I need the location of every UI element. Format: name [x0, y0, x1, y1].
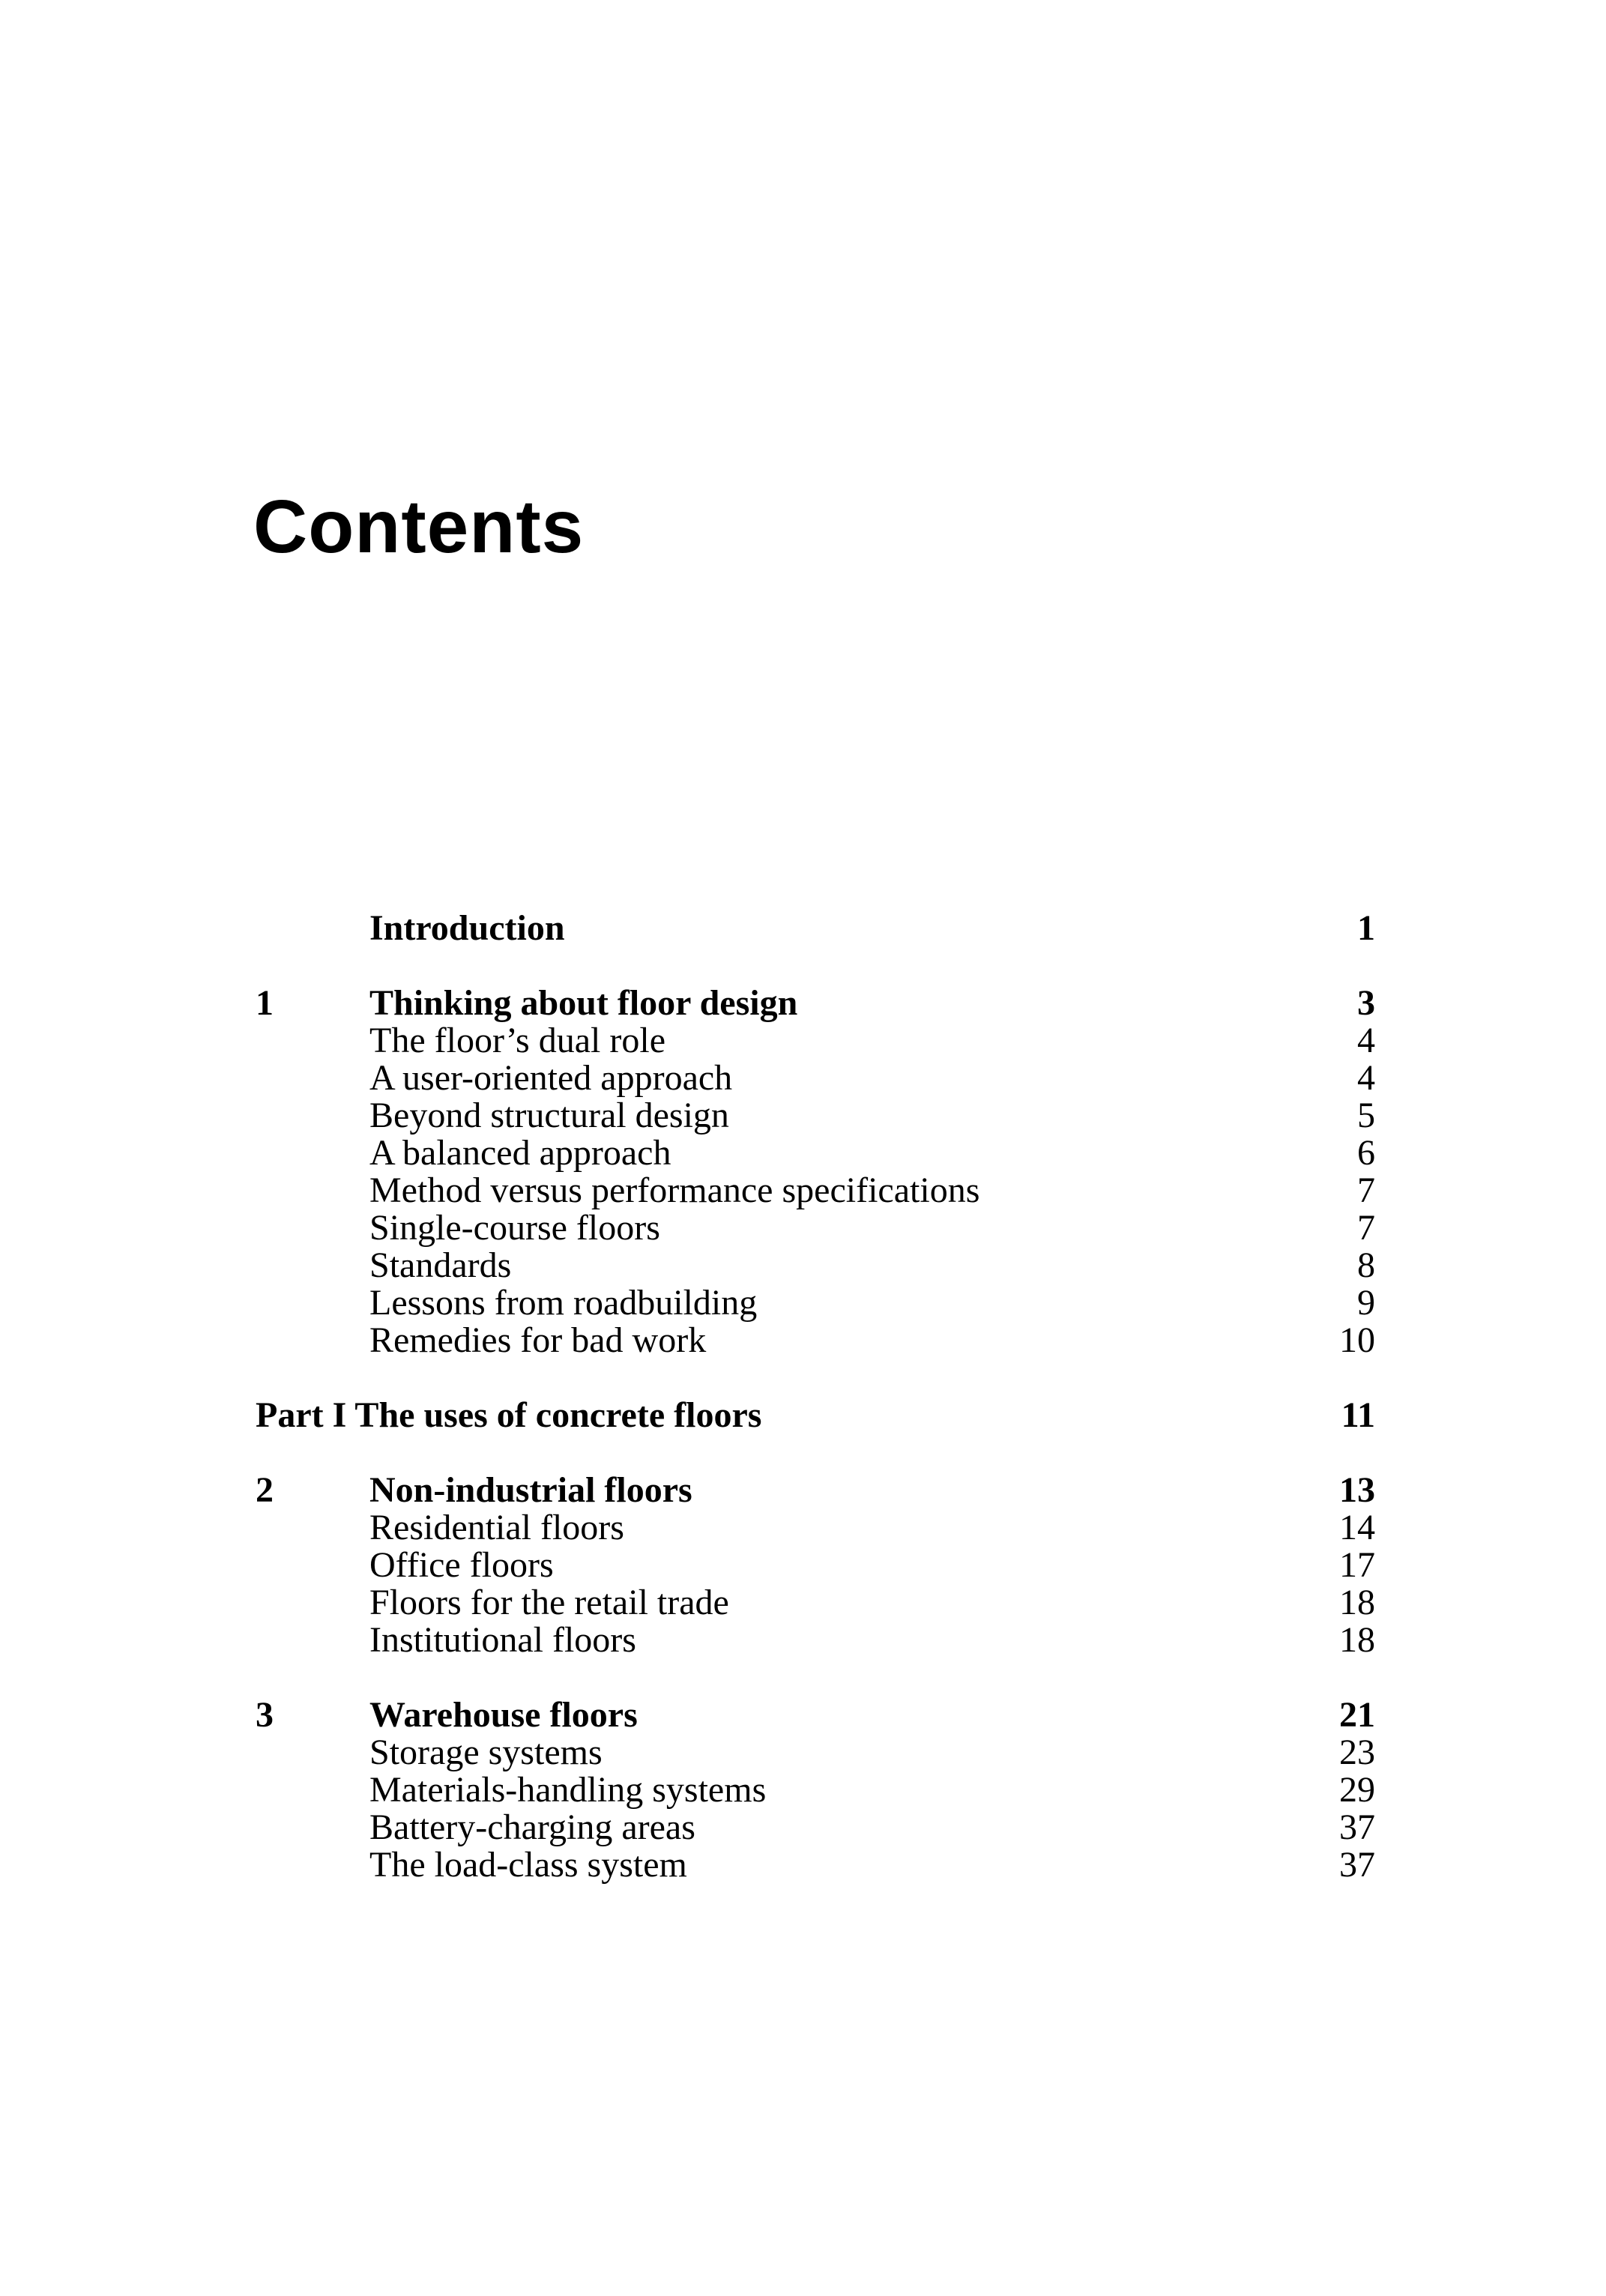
page-number: 5: [1357, 1096, 1375, 1135]
entry-title: The load-class system: [369, 1845, 687, 1885]
page-number: 18: [1339, 1583, 1375, 1622]
entry-title: Remedies for bad work: [369, 1320, 707, 1360]
entry-title: A balanced approach: [369, 1133, 671, 1173]
entry-title: Institutional floors: [369, 1620, 636, 1660]
entry-title: Standards: [369, 1245, 512, 1285]
toc-entry[interactable]: [256, 1022, 1375, 1060]
entry-title: The floor’s dual role: [369, 1021, 665, 1060]
entry-title: Residential floors: [369, 1508, 624, 1547]
page-number: 10: [1339, 1320, 1375, 1360]
toc-entry[interactable]: [256, 1209, 1375, 1247]
entry-title: Introduction: [369, 908, 565, 948]
toc-group: [256, 910, 1375, 947]
page-number: 4: [1357, 1058, 1375, 1098]
toc-entry[interactable]: [256, 1172, 1375, 1209]
toc-group: [256, 1397, 1375, 1434]
page-number: 7: [1357, 1208, 1375, 1248]
toc-entry[interactable]: [256, 1322, 1375, 1359]
toc-entry[interactable]: [256, 1284, 1375, 1322]
toc-heading-entry[interactable]: [256, 985, 1375, 1022]
entry-title: A user-oriented approach: [369, 1058, 733, 1098]
entry-title: Non-industrial floors: [369, 1470, 692, 1510]
toc-entry[interactable]: [256, 1846, 1375, 1884]
toc-heading-entry[interactable]: [256, 1697, 1375, 1734]
chapter-number: 2: [256, 1470, 274, 1510]
toc-entry[interactable]: [256, 1584, 1375, 1622]
page-number: 37: [1339, 1845, 1375, 1885]
entry-title: Floors for the retail trade: [369, 1583, 729, 1622]
entry-title: Beyond structural design: [369, 1096, 729, 1135]
toc-entry[interactable]: [256, 1547, 1375, 1584]
toc-entry[interactable]: [256, 1247, 1375, 1284]
page-number: 1: [1357, 908, 1375, 948]
page-number: 3: [1357, 983, 1375, 1023]
toc-entry[interactable]: [256, 1509, 1375, 1547]
page-number: 7: [1357, 1170, 1375, 1210]
page-number: 4: [1357, 1021, 1375, 1060]
page-number: 23: [1339, 1732, 1375, 1772]
toc-heading-entry[interactable]: [256, 910, 1375, 947]
toc-entry[interactable]: [256, 1135, 1375, 1172]
entry-title: Part I The uses of concrete floors: [256, 1395, 762, 1435]
toc-entry[interactable]: [256, 1734, 1375, 1771]
page-number: 6: [1357, 1133, 1375, 1173]
table-of-contents: [256, 910, 1375, 1921]
entry-title: Method versus performance specifications: [369, 1170, 980, 1210]
page-number: 37: [1339, 1807, 1375, 1847]
page-number: 11: [1341, 1395, 1375, 1435]
toc-group: [256, 1472, 1375, 1659]
page-number: 18: [1339, 1620, 1375, 1660]
toc-entry[interactable]: [256, 1771, 1375, 1809]
toc-entry[interactable]: [256, 1060, 1375, 1097]
toc-entry[interactable]: [256, 1809, 1375, 1846]
entry-title: Battery-charging areas: [369, 1807, 695, 1847]
toc-group: [256, 985, 1375, 1359]
page-number: 9: [1357, 1283, 1375, 1323]
toc-entry[interactable]: [256, 1622, 1375, 1659]
entry-title: Warehouse floors: [369, 1695, 638, 1735]
toc-group: [256, 1697, 1375, 1884]
entry-title: Single-course floors: [369, 1208, 660, 1248]
page-number: 13: [1339, 1470, 1375, 1510]
entry-title: Lessons from roadbuilding: [369, 1283, 758, 1323]
page-number: 17: [1339, 1545, 1375, 1585]
entry-title: Office floors: [369, 1545, 554, 1585]
page-number: 8: [1357, 1245, 1375, 1285]
page-title: Contents: [253, 485, 585, 569]
page-number: 21: [1339, 1695, 1375, 1735]
toc-entry[interactable]: [256, 1097, 1375, 1135]
chapter-number: 1: [256, 983, 274, 1023]
entry-title: Thinking about floor design: [369, 983, 798, 1023]
chapter-number: 3: [256, 1695, 274, 1735]
toc-heading-entry[interactable]: [256, 1472, 1375, 1509]
entry-title: Storage systems: [369, 1732, 603, 1772]
page-number: 29: [1339, 1770, 1375, 1810]
entry-title: Materials-handling systems: [369, 1770, 767, 1810]
toc-heading-entry[interactable]: [256, 1397, 1375, 1434]
page-number: 14: [1339, 1508, 1375, 1547]
